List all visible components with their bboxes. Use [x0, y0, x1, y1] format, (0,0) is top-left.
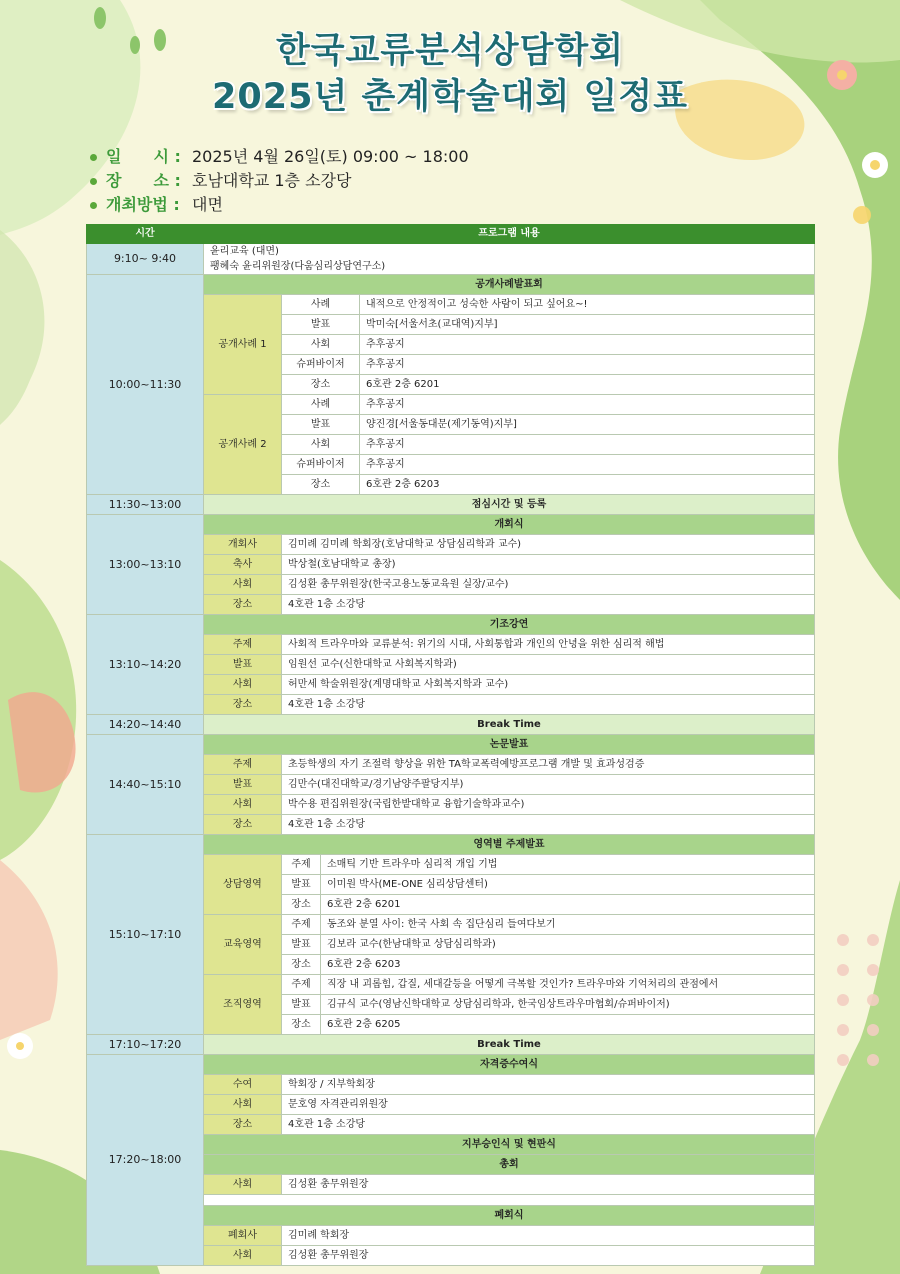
table-cell: 폐회사	[204, 1226, 282, 1246]
slot-time: 13:00~13:10	[87, 515, 204, 615]
table-cell: 수여	[204, 1075, 282, 1095]
section-closing: 폐회식	[204, 1206, 815, 1226]
slot-time: 11:30~13:00	[87, 495, 204, 515]
table-cell: 사회	[282, 435, 360, 455]
table-cell: 사례	[282, 395, 360, 415]
slot-time: 10:00~11:30	[87, 275, 204, 495]
table-cell: 동조와 분열 사이: 한국 사회 속 집단심리 들여다보기	[321, 915, 815, 935]
table-cell: 장소	[282, 1015, 321, 1035]
table-cell: 장소	[282, 475, 360, 495]
table-cell: 4호관 1층 소강당	[282, 1115, 815, 1135]
slot-time: 9:10~ 9:40	[87, 244, 204, 275]
area-label: 조직영역	[204, 975, 282, 1035]
table-cell: 장소	[204, 815, 282, 835]
case1-label: 공개사례 1	[204, 295, 282, 395]
table-cell: 사회	[204, 1175, 282, 1195]
bullet-icon	[90, 202, 97, 209]
table-cell: 장소	[204, 1115, 282, 1135]
table-cell: 장소	[282, 955, 321, 975]
table-cell: 4호관 1층 소강당	[282, 595, 815, 615]
section-case-presentation: 공개사례발표회	[204, 275, 815, 295]
table-cell: 발표	[282, 995, 321, 1015]
info-place: 장 소 : 호남대학교 1층 소강당	[90, 169, 469, 193]
table-cell: 슈퍼바이저	[282, 355, 360, 375]
table-cell: 사회	[204, 1246, 282, 1266]
table-cell: 임원선 교수(신한대학교 사회복지학과)	[282, 655, 815, 675]
table-cell: 4호관 1층 소강당	[282, 815, 815, 835]
table-cell: 김성환 총무위원장	[282, 1175, 815, 1195]
table-cell: 사회	[282, 335, 360, 355]
table-cell: 주제	[204, 635, 282, 655]
table-cell: 주제	[282, 915, 321, 935]
slot-time: 15:10~17:10	[87, 835, 204, 1035]
bullet-icon	[90, 154, 97, 161]
table-cell: 김규식 교수(영남신학대학교 상담심리학과, 한국임상트라우마협회/슈퍼바이저)	[321, 995, 815, 1015]
table-cell: 사회	[204, 575, 282, 595]
break-time: Break Time	[204, 715, 815, 735]
section-branch: 지부승인식 및 현판식	[204, 1135, 815, 1155]
slot-time: 14:40~15:10	[87, 735, 204, 835]
section-paper: 논문발표	[204, 735, 815, 755]
event-info	[90, 145, 469, 217]
table-cell: 주제	[282, 975, 321, 995]
table-cell: 발표	[204, 655, 282, 675]
slot-time: 17:10~17:20	[87, 1035, 204, 1055]
table-cell: 주제	[282, 855, 321, 875]
info-method: 개최방법 : 대면	[90, 193, 469, 217]
table-cell: 추후공지	[360, 435, 815, 455]
table-cell: 추후공지	[360, 455, 815, 475]
ethics-education: 윤리교육 (대면) 팽혜숙 윤리위원장(다움심리상담연구소)	[204, 244, 815, 275]
table-cell: 김보라 교수(한남대학교 상담심리학과)	[321, 935, 815, 955]
table-cell: 허만세 학술위원장(계명대학교 사회복지학과 교수)	[282, 675, 815, 695]
table-cell: 4호관 1층 소강당	[282, 695, 815, 715]
spacer-row	[204, 1195, 815, 1206]
header-content: 프로그램 내용	[204, 225, 815, 244]
table-cell: 6호관 2층 6205	[321, 1015, 815, 1035]
section-general-meeting: 총회	[204, 1155, 815, 1175]
table-cell: 이미원 박사(ME-ONE 심리상담센터)	[321, 875, 815, 895]
slot-time: 13:10~14:20	[87, 615, 204, 715]
table-cell: 사회	[204, 675, 282, 695]
table-cell: 슈퍼바이저	[282, 455, 360, 475]
table-cell: 문호영 자격관리위원장	[282, 1095, 815, 1115]
table-cell: 학회장 / 지부학회장	[282, 1075, 815, 1095]
table-cell: 박수용 편집위원장(국립한밭대학교 융합기술학과교수)	[282, 795, 815, 815]
table-cell: 사회	[204, 795, 282, 815]
title-line2: 2025년 춘계학술대회 일정표	[212, 77, 688, 117]
table-cell: 개회사	[204, 535, 282, 555]
table-cell: 장소	[282, 895, 321, 915]
table-cell: 사례	[282, 295, 360, 315]
table-cell: 김미례 김미례 학회장(호남대학교 상담심리학과 교수)	[282, 535, 815, 555]
table-cell: 김성환 총무위원장(한국고용노동교육원 실장/교수)	[282, 575, 815, 595]
table-cell: 장소	[282, 375, 360, 395]
area-label: 교육영역	[204, 915, 282, 975]
table-cell: 6호관 2층 6203	[321, 955, 815, 975]
break-time: Break Time	[204, 1035, 815, 1055]
table-cell: 발표	[282, 315, 360, 335]
table-cell: 추후공지	[360, 335, 815, 355]
table-cell: 6호관 2층 6201	[321, 895, 815, 915]
table-cell: 추후공지	[360, 355, 815, 375]
table-cell: 소매틱 기반 트라우마 심리적 개입 기법	[321, 855, 815, 875]
table-cell: 6호관 2층 6203	[360, 475, 815, 495]
table-cell: 축사	[204, 555, 282, 575]
table-cell: 6호관 2층 6201	[360, 375, 815, 395]
table-cell: 주제	[204, 755, 282, 775]
table-cell: 사회	[204, 1095, 282, 1115]
table-cell: 김성환 총무위원장	[282, 1246, 815, 1266]
table-cell: 발표	[204, 775, 282, 795]
table-cell: 발표	[282, 935, 321, 955]
area-label: 상담영역	[204, 855, 282, 915]
section-opening: 개회식	[204, 515, 815, 535]
table-cell: 사회적 트라우마와 교류분석: 위기의 시대, 사회통합과 개인의 안녕을 위한 심리적 해법	[282, 635, 815, 655]
table-cell: 직장 내 괴롭힘, 갑질, 세대갈등을 어떻게 극복할 것인가? 트라우마와 기억처리의 관점에서	[321, 975, 815, 995]
table-cell: 발표	[282, 875, 321, 895]
slot-time: 17:20~18:00	[87, 1055, 204, 1266]
table-cell: 김만수(대진대학교/경기남양주팔당지부)	[282, 775, 815, 795]
table-cell: 박미숙[서울서초(교대역)지부]	[360, 315, 815, 335]
section-keynote: 기조강연	[204, 615, 815, 635]
table-cell: 장소	[204, 695, 282, 715]
table-cell: 양진경[서울동대문(제기동역)지부]	[360, 415, 815, 435]
table-cell: 발표	[282, 415, 360, 435]
table-cell: 내적으로 안정적이고 성숙한 사람이 되고 싶어요~!	[360, 295, 815, 315]
section-area-topics: 영역별 주제발표	[204, 835, 815, 855]
header-time: 시간	[87, 225, 204, 244]
table-cell: 박상철(호남대학교 총장)	[282, 555, 815, 575]
case2-label: 공개사례 2	[204, 395, 282, 495]
title-line1: 한국교류분석상담학회	[275, 31, 625, 71]
table-cell: 김미례 학회장	[282, 1226, 815, 1246]
table-cell: 장소	[204, 595, 282, 615]
table-cell: 초등학생의 자기 조절력 향상을 위한 TA학교폭력예방프로그램 개발 및 효과성검증	[282, 755, 815, 775]
table-cell: 추후공지	[360, 395, 815, 415]
lunch-registration: 점심시간 및 등록	[204, 495, 815, 515]
bullet-icon	[90, 178, 97, 185]
section-certificate: 자격증수여식	[204, 1055, 815, 1075]
title-block	[0, 28, 900, 120]
schedule-table	[86, 224, 815, 1266]
info-date: 일 시 : 2025년 4월 26일(토) 09:00 ~ 18:00	[90, 145, 469, 169]
slot-time: 14:20~14:40	[87, 715, 204, 735]
